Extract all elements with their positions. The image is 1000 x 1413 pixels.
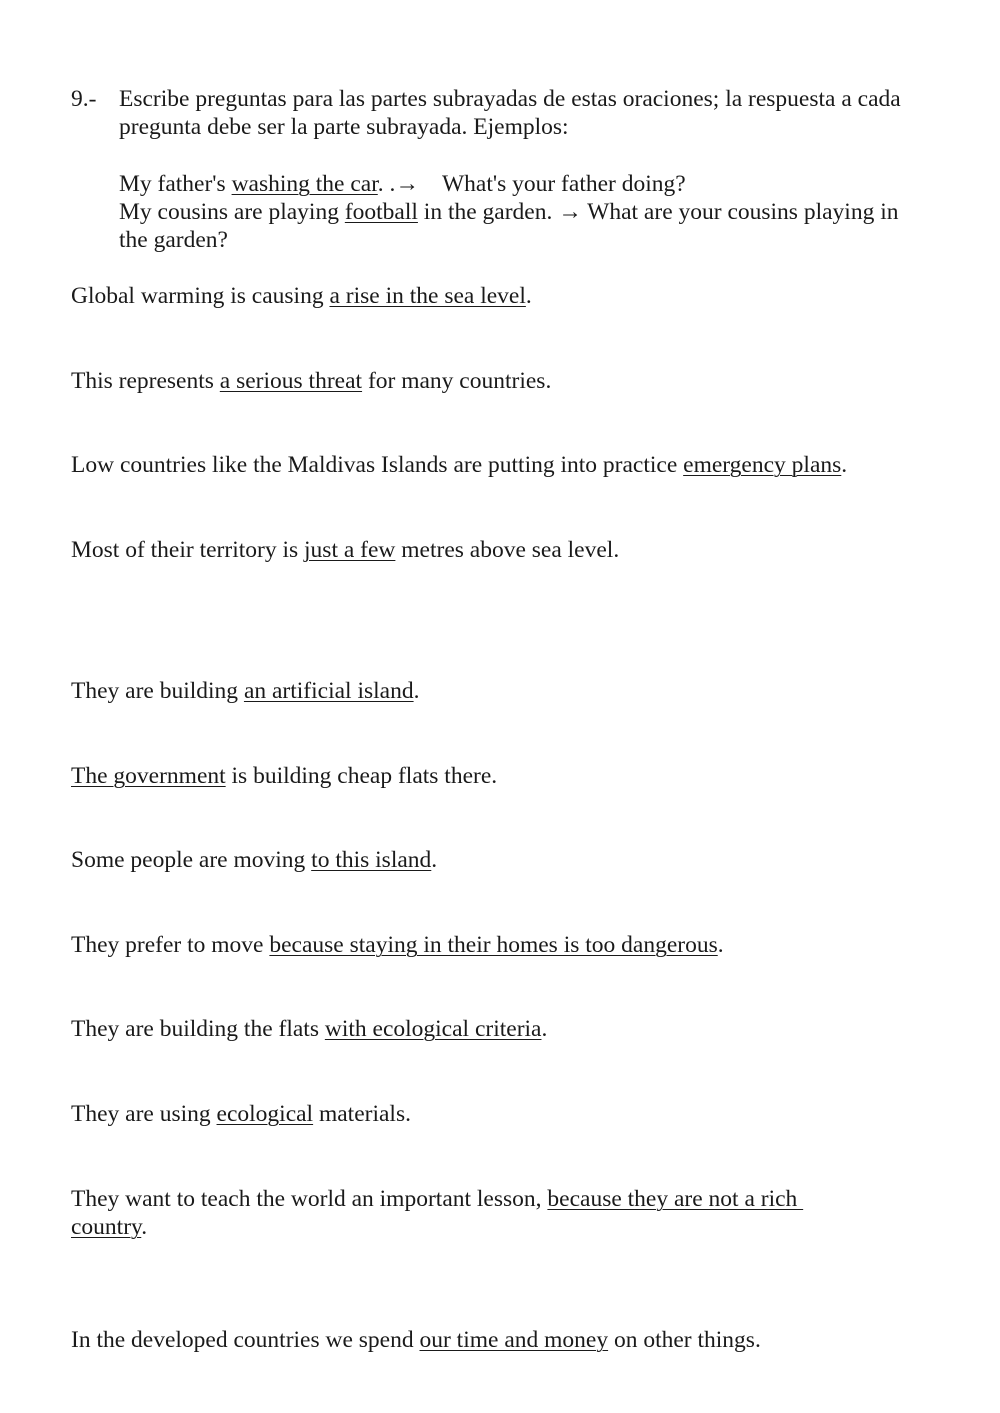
underlined-part: football <box>344 199 418 225</box>
sentence-text: . <box>141 1214 148 1240</box>
sentence-text: on other things. <box>608 1327 761 1353</box>
sentence-text: They are using <box>71 1101 217 1127</box>
sentence-text: is building cheap flats there. <box>225 763 498 789</box>
sentence-text: . <box>525 283 532 309</box>
underlined-part: just a few <box>304 537 396 563</box>
sentence <box>71 282 532 310</box>
sentence-text: metres above sea level. <box>395 537 620 563</box>
sentence-text: . <box>431 847 438 873</box>
sentence <box>71 536 619 564</box>
sentence <box>71 931 724 959</box>
sentence-text: Some people are moving <box>71 847 312 873</box>
underlined-part: emergency plans <box>683 452 842 478</box>
sentence-text: They are building the flats <box>71 1016 325 1042</box>
exercise-number: 9.- <box>71 86 97 112</box>
underlined-part: ecological <box>216 1101 314 1127</box>
example-text: My father's <box>119 171 232 197</box>
underlined-part: because they are not a rich <box>547 1186 804 1212</box>
exercise-instruction: Escribe preguntas para las partes subrayadas de estas oraciones; la respuesta a cada pregunta debe ser la parte subrayada. Ejemplos: <box>119 86 901 140</box>
sentence <box>71 1185 803 1213</box>
sentence-text: They prefer to move <box>71 932 270 958</box>
underlined-part: The government <box>71 763 226 789</box>
sentence-text: . <box>841 452 848 478</box>
sentence <box>71 1015 547 1043</box>
sentence <box>71 1100 411 1128</box>
sentence-text: . <box>413 678 420 704</box>
example-text: in the garden. → What are your cousins playing in the garden? <box>119 199 899 253</box>
sentence <box>71 846 437 874</box>
sentence-text: . <box>717 932 724 958</box>
sentence-text: In the developed countries we spend <box>71 1327 420 1353</box>
underlined-part: our time and money <box>419 1327 609 1353</box>
sentence-continuation <box>71 1213 147 1241</box>
underlined-part: because staying in their homes is too dangerous <box>269 932 718 958</box>
example-text: My cousins are playing <box>119 199 345 225</box>
sentence-text: materials. <box>313 1101 411 1127</box>
sentence <box>71 677 419 705</box>
sentence-text: . <box>541 1016 548 1042</box>
sentence <box>71 367 551 395</box>
sentence <box>71 1326 761 1354</box>
example-2 <box>119 198 899 254</box>
underlined-part: a rise in the sea level <box>329 283 526 309</box>
underlined-part: to this island <box>311 847 432 873</box>
underlined-part: an artificial island <box>243 678 414 704</box>
sentence-text: Global warming is causing <box>71 283 330 309</box>
sentence <box>71 762 497 790</box>
underlined-part: with ecological criteria <box>324 1016 542 1042</box>
underlined-part: country <box>71 1214 142 1240</box>
sentence-text: for many countries. <box>362 368 552 394</box>
sentence-text: Low countries like the Maldivas Islands are putting into practice <box>71 452 684 478</box>
sentence-text: This represents <box>71 368 220 394</box>
underlined-part: washing the car <box>231 171 378 197</box>
sentence <box>71 451 847 479</box>
sentence-text: They want to teach the world an important lesson, <box>71 1186 548 1212</box>
sentence-text: They are building <box>71 678 244 704</box>
example-1 <box>119 170 899 198</box>
underlined-part: a serious threat <box>219 368 363 394</box>
sentence-text: Most of their territory is <box>71 537 305 563</box>
example-text: . .→ What's your father doing? <box>377 171 686 197</box>
